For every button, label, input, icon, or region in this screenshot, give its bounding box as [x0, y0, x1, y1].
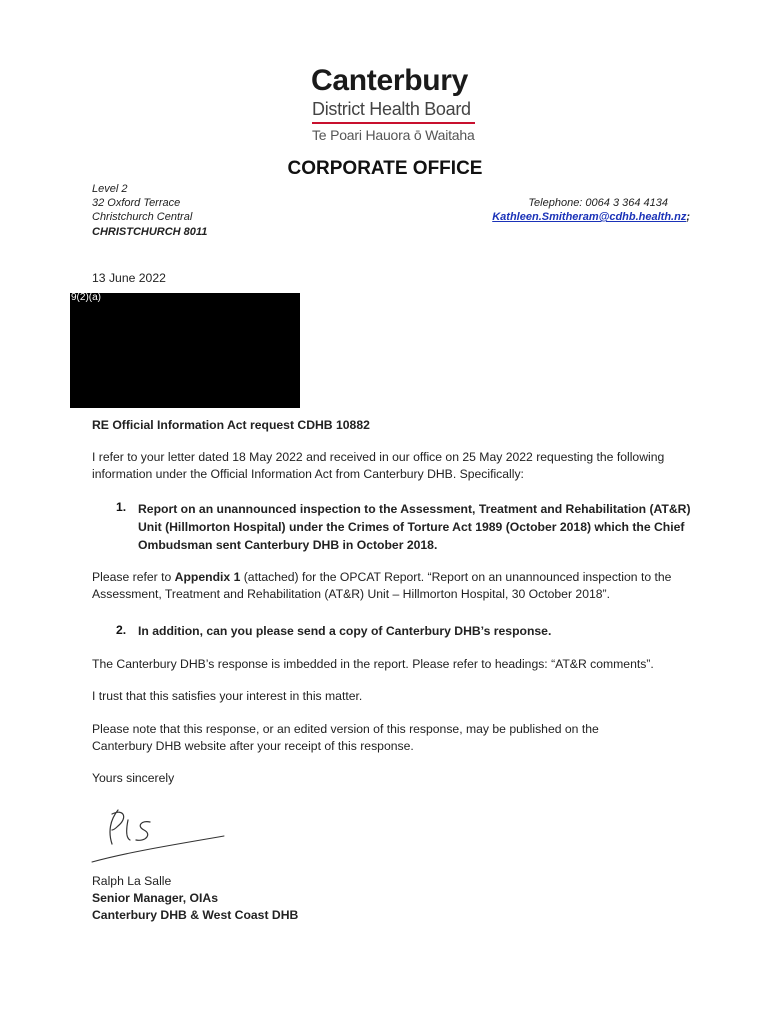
- email-link[interactable]: Kathleen.Smitheram@cdhb.health.nz: [492, 211, 687, 223]
- item-2-text: In addition, can you please send a copy of Canterbury DHB’s response.: [138, 624, 552, 638]
- response-1-paragraph: [92, 569, 692, 603]
- contact-block: [470, 196, 690, 224]
- item-1-number: 1.: [116, 500, 127, 514]
- address-line-4: CHRISTCHURCH 8011: [92, 226, 208, 238]
- signatory-organisation: Canterbury DHB & West Coast DHB: [92, 908, 299, 922]
- telephone: Telephone: 0064 3 364 4134: [528, 197, 668, 209]
- appendix-reference: Appendix 1: [174, 570, 241, 584]
- signature-image: [88, 800, 238, 870]
- address-block: [92, 182, 207, 239]
- address-line-1: Level 2: [92, 183, 128, 195]
- response-1-suffix: (attached) for the OPCAT Report. “Report on an unannounced inspection to the Assessment, Treatment and Rehabilitation (AT&R) Unit – Hillmorton Hospital, 30 October 2018”.: [92, 570, 672, 601]
- item-2-number: 2.: [116, 623, 127, 637]
- email-suffix: ;: [686, 211, 690, 223]
- address-line-3: Christchurch Central: [92, 211, 193, 223]
- signatory-name: Ralph La Salle: [92, 874, 172, 888]
- page-title: CORPORATE OFFICE: [287, 158, 483, 179]
- trust-paragraph: I trust that this satisfies your interest in this matter.: [92, 689, 363, 703]
- logo-title: Canterbury: [311, 64, 469, 97]
- response-2-paragraph: The Canterbury DHB’s response is imbedded in the report. Please refer to headings: “AT&R comments”.: [92, 657, 654, 671]
- subject-line: RE Official Information Act request CDHB 10882: [92, 418, 370, 432]
- signatory-title: Senior Manager, OIAs: [92, 891, 218, 905]
- address-line-2: 32 Oxford Terrace: [92, 197, 181, 209]
- closing-line: Yours sincerely: [92, 771, 175, 785]
- logo-subtitle: District Health Board: [312, 99, 471, 119]
- publish-note-paragraph: Please note that this response, or an edited version of this response, may be published on the Canterbury DHB website after your receipt of this response.: [92, 722, 599, 753]
- signatory-block: [92, 873, 298, 924]
- logo-divider: [312, 122, 475, 124]
- intro-paragraph: I refer to your letter dated 18 May 2022 and received in our office on 25 May 2022 requesting the following information under the Official Information Act from Canterbury DHB. Specifically:: [92, 450, 665, 481]
- item-1-text: Report on an unannounced inspection to the Assessment, Treatment and Rehabilitation (AT&R) Unit (Hillmorton Hospital) under the Crimes of Torture Act 1989 (October 2018) which the Chief Ombudsman sent Canterbury DHB in October 2018.: [138, 502, 691, 552]
- logo-maori-name: Te Poari Hauora ō Waitaha: [312, 127, 475, 143]
- letter-date: 13 June 2022: [92, 271, 166, 285]
- response-1-prefix: Please refer to: [92, 570, 175, 584]
- redaction-label: 9(2)(a): [71, 292, 102, 303]
- redaction-box: [70, 293, 300, 408]
